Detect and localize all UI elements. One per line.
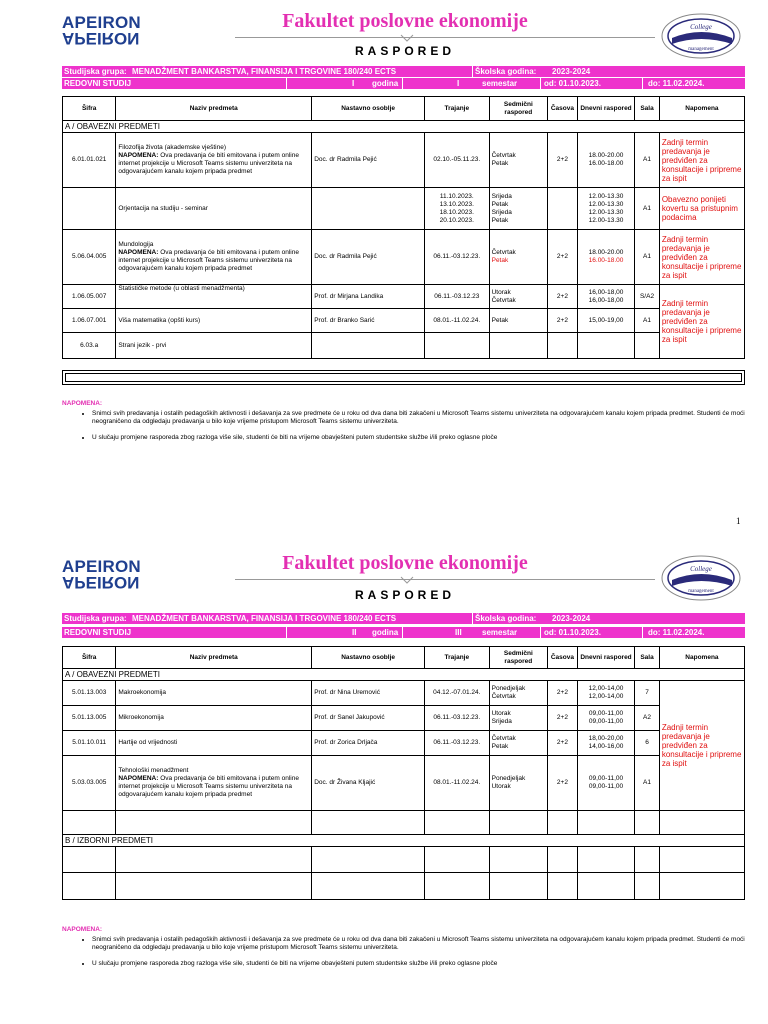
col-header-subject: Naziv predmeta <box>116 647 312 669</box>
subject-name: Filozofija života (akademske vještine) NAPOMENA: Ova predavanja će biti emitovana i putem online internet projekcije u Microsoft Teams sistemu univerziteta na odgovarajućem kanalu kojem pripada predmet <box>116 133 312 188</box>
daily-schedule: 12.00-13.30 12.00-13.30 12.00-13.30 12.00-13.30 <box>577 188 634 230</box>
col-header-staff: Nastavno osoblje <box>312 97 425 121</box>
duration: 04.12.-07.01.24. <box>425 681 490 706</box>
note-item: • U slučaju promjene rasporeda zbog razloga više sile, studenti će biti na vrijeme obavješteni putem studentske službe i/ili preko oglasne ploče <box>92 434 745 442</box>
subject-code <box>63 188 116 230</box>
notes-heading: NAPOMENA: <box>62 926 103 933</box>
staff: Doc. dr Živana Kljajić <box>312 756 425 811</box>
duration: 06.11.-03.12.23. <box>425 230 490 285</box>
subject-code: 6.03.a <box>63 333 116 359</box>
table-row <box>63 309 745 333</box>
col-header-hours: Časova <box>548 97 578 121</box>
hours: 2+2 <box>548 133 578 188</box>
subject-name: Mikroekonomija <box>116 706 312 731</box>
hours: 2+2 <box>548 706 578 731</box>
daily-schedule: 09,00-11,00 09,00-11,00 <box>577 756 634 811</box>
staff <box>312 333 425 359</box>
table-row <box>63 333 745 359</box>
daily-schedule: 12,00-14,00 12,00-14,00 <box>577 681 634 706</box>
table-row <box>63 133 745 188</box>
table-row <box>63 681 745 706</box>
staff: Doc. dr Radmila Pejić <box>312 133 425 188</box>
weekly-schedule: Ponedjeljak Utorak <box>489 756 547 811</box>
subject-code: 1.06.05.007 <box>63 285 116 309</box>
study-group-band: Studijska grupa: MENADŽMENT BANKARSTVA, FINANSIJA I TRGOVINE 180/240 ECTS Školska godina: 2023-2024 <box>62 613 745 624</box>
hours: 2+2 <box>548 309 578 333</box>
col-header-remark: Napomena <box>659 647 744 669</box>
subject-name: Viša matematika (opšti kurs) <box>116 309 312 333</box>
duration: 11.10.2023. 13.10.2023. 18.10.2023. 20.10.2023. <box>425 188 490 230</box>
col-header-daily: Dnevni raspored <box>577 647 634 669</box>
staff: Prof. dr Branko Sarić <box>312 309 425 333</box>
weekly-schedule: Srijeda Petak Srijeda Petak <box>489 188 547 230</box>
col-header-daily: Dnevni raspored <box>577 97 634 121</box>
weekly-schedule: Četvrtak Petak <box>489 133 547 188</box>
notes-block <box>62 926 745 976</box>
table-header-row <box>63 647 745 669</box>
room: S/A2 <box>635 285 660 309</box>
college-logo <box>660 12 742 60</box>
hours: 2+2 <box>548 230 578 285</box>
schedule-label: RASPORED <box>354 44 455 58</box>
section-row <box>63 121 745 133</box>
daily-schedule: 15,00-19,00 <box>577 309 634 333</box>
section-title: A / OBAVEZNI PREDMETI <box>63 669 745 681</box>
table-header-row <box>63 97 745 121</box>
subject-name: Strani jezik - prvi <box>116 333 312 359</box>
room: A2 <box>635 706 660 731</box>
subject-name: Mundologija NAPOMENA: Ova predavanja će biti emitovana i putem online internet projekcije u Microsoft Teams sistemu univerziteta na odgovarajućem kanalu kojem pripada predmet <box>116 230 312 285</box>
college-logo <box>660 554 742 602</box>
remark-merged: Zadnji termin predavanja je predviđen za konsultacije i pripreme za ispit <box>659 681 744 811</box>
room: 6 <box>635 731 660 756</box>
table-row-empty <box>63 811 745 835</box>
daily-schedule: 18.00-20.00 16.00-18.00 <box>577 133 634 188</box>
apeiron-logo: APEIRON APEIRON <box>62 557 141 592</box>
study-type-band: REDOVNI STUDIJ II godina III semestar od: 01.10.2023. do: 11.02.2024. <box>62 627 745 638</box>
duration: 06.11.-03.12.23. <box>425 706 490 731</box>
subject-code: 5.06.04.005 <box>63 230 116 285</box>
staff: Doc. dr Radmila Pejić <box>312 230 425 285</box>
hours: 2+2 <box>548 285 578 309</box>
title-divider <box>235 37 655 38</box>
col-header-duration: Trajanje <box>425 647 490 669</box>
table-row-empty <box>63 873 745 900</box>
svg-text:of: of <box>698 34 704 39</box>
section-title: B / IZBORNI PREDMETI <box>63 835 745 847</box>
col-header-room: Sala <box>635 647 660 669</box>
subject-code: 5.01.13.005 <box>63 706 116 731</box>
table-row-empty <box>63 847 745 873</box>
weekly-schedule: Petak <box>489 309 547 333</box>
subject-code: 6.01.01.021 <box>63 133 116 188</box>
weekly-schedule: Utorak Četvrtak <box>489 285 547 309</box>
subject-code: 5.01.13.003 <box>63 681 116 706</box>
title-divider <box>235 579 655 580</box>
remark: Zadnji termin predavanja je predviđen za konsultacije i pripreme za ispit <box>659 230 744 285</box>
faculty-title: Fakultet poslovne ekonomije <box>282 10 528 32</box>
table-row <box>63 188 745 230</box>
hours <box>548 333 578 359</box>
weekly-schedule: Ponedjeljak Četvrtak <box>489 681 547 706</box>
note-item: • Snimci svih predavanja i ostalih pedagoških aktivnosti i dešavanja za sve predmete će u roku od dva dana biti zakačeni u Microsoft Teams sistemu univerziteta na odgovarajućem kanalu kojem pripada predmet. Studenti će moći neograničeno da odgledaju predavanja u bilo koje vrijeme pristupom Microsoft Teams sistemu univerziteta. <box>92 410 745 426</box>
svg-text:College: College <box>690 23 712 31</box>
daily-schedule: 18,00-20,00 14,00-16,00 <box>577 731 634 756</box>
remark-merged: Zadnji termin predavanja je predviđen za konsultacije i pripreme za ispit <box>659 285 744 359</box>
col-header-subject: Naziv predmeta <box>116 97 312 121</box>
table-row <box>63 731 745 756</box>
duration: 02.10.-05.11.23. <box>425 133 490 188</box>
hours: 2+2 <box>548 731 578 756</box>
notes-block <box>62 400 745 450</box>
duration <box>425 333 490 359</box>
study-group-band: Studijska grupa: MENADŽMENT BANKARSTVA, FINANSIJA I TRGOVINE 180/240 ECTS Školska godina: 2023-2024 <box>62 66 745 77</box>
svg-text:management: management <box>688 589 714 594</box>
duration: 08.01.-11.02.24. <box>425 756 490 811</box>
chevron-down-icon <box>400 576 414 584</box>
staff: Prof. dr Zorica Drljača <box>312 731 425 756</box>
weekly-schedule <box>489 333 547 359</box>
daily-schedule: 16,00-18,00 16,00-18,00 <box>577 285 634 309</box>
hours: 2+2 <box>548 681 578 706</box>
remark: Zadnji termin predavanja je predviđen za konsultacije i pripreme za ispit <box>659 133 744 188</box>
col-header-weekly: Sedmični raspored <box>489 97 547 121</box>
subject-name: Tehnološki menadžment NAPOMENA: Ova predavanja će biti emitovana i putem online internet projekcije u Microsoft Teams sistemu univerziteta na odgovarajućem kanalu kojem pripada predmet <box>116 756 312 811</box>
subject-code: 5.01.10.011 <box>63 731 116 756</box>
chevron-down-icon <box>400 34 414 42</box>
subject-code: 5.03.03.005 <box>63 756 116 811</box>
weekly-schedule: Četvrtak Petak <box>489 230 547 285</box>
col-header-duration: Trajanje <box>425 97 490 121</box>
subject-name: Hartije od vrijednosti <box>116 731 312 756</box>
table-row <box>63 285 745 309</box>
svg-text:College: College <box>690 565 712 573</box>
col-header-hours: Časova <box>548 647 578 669</box>
hours: 2+2 <box>548 756 578 811</box>
col-header-code: Šifra <box>63 97 116 121</box>
study-type-band: REDOVNI STUDIJ I godina I semestar od: 01.10.2023. do: 11.02.2024. <box>62 78 745 89</box>
daily-schedule: 09,00-11,00 09,00-11,00 <box>577 706 634 731</box>
remark: Obavezno ponijeti kovertu sa pristupnim podacima <box>659 188 744 230</box>
weekly-schedule: Utorak Srijeda <box>489 706 547 731</box>
section-row <box>63 835 745 847</box>
staff: Prof. dr Nina Uremović <box>312 681 425 706</box>
table-row <box>63 230 745 285</box>
empty-footer-row <box>62 370 745 385</box>
col-header-room: Sala <box>635 97 660 121</box>
col-header-code: Šifra <box>63 647 116 669</box>
page-number: 1 <box>736 516 741 526</box>
col-header-staff: Nastavno osoblje <box>312 647 425 669</box>
note-item: • U slučaju promjene rasporeda zbog razloga više sile, studenti će biti na vrijeme obavješteni putem studentske službe i/ili preko oglasne ploče <box>92 960 745 968</box>
apeiron-logo: APEIRON APEIRON <box>62 13 141 48</box>
room <box>635 333 660 359</box>
duration: 06.11.-03.12.23 <box>425 285 490 309</box>
room: A1 <box>635 188 660 230</box>
faculty-title: Fakultet poslovne ekonomije <box>282 552 528 574</box>
note-item: • Snimci svih predavanja i ostalih pedagoških aktivnosti i dešavanja za sve predmete će u roku od dva dana biti zakačeni u Microsoft Teams sistemu univerziteta na odgovarajućem kanalu kojem pripada predmet. Studenti će moći neograničeno da odgledaju predavanja u bilo koje vrijeme pristupom Microsoft Teams sistemu univerziteta. <box>92 936 745 952</box>
duration: 06.11.-03.12.23. <box>425 731 490 756</box>
schedule-label: RASPORED <box>354 588 455 602</box>
schedule-table <box>62 96 745 359</box>
daily-schedule <box>577 333 634 359</box>
subject-name: Makroekonomija <box>116 681 312 706</box>
staff: Prof. dr Sanel Jakupović <box>312 706 425 731</box>
room: A1 <box>635 230 660 285</box>
section-row <box>63 669 745 681</box>
subject-name: Statističke metode (u oblasti menadžmenta) <box>116 285 312 309</box>
room: A1 <box>635 756 660 811</box>
notes-heading: NAPOMENA: <box>62 400 103 407</box>
staff <box>312 188 425 230</box>
room: A1 <box>635 133 660 188</box>
weekly-schedule: Četvrtak Petak <box>489 731 547 756</box>
daily-schedule: 18.00-20.00 16.00-18.00 <box>577 230 634 285</box>
svg-text:management: management <box>688 47 714 52</box>
hours <box>548 188 578 230</box>
col-header-weekly: Sedmični raspored <box>489 647 547 669</box>
subject-name: Orjentacija na studiju - seminar <box>116 188 312 230</box>
table-row <box>63 706 745 731</box>
subject-code: 1.06.07.001 <box>63 309 116 333</box>
room: 7 <box>635 681 660 706</box>
col-header-remark: Napomena <box>659 97 744 121</box>
section-title: A / OBAVEZNI PREDMETI <box>63 121 745 133</box>
schedule-table <box>62 646 745 900</box>
duration: 08.01.-11.02.24. <box>425 309 490 333</box>
staff: Prof. dr Mirjana Landika <box>312 285 425 309</box>
room: A1 <box>635 309 660 333</box>
schedule-page-2 <box>0 540 768 1024</box>
table-row <box>63 756 745 811</box>
svg-text:of: of <box>698 576 704 581</box>
